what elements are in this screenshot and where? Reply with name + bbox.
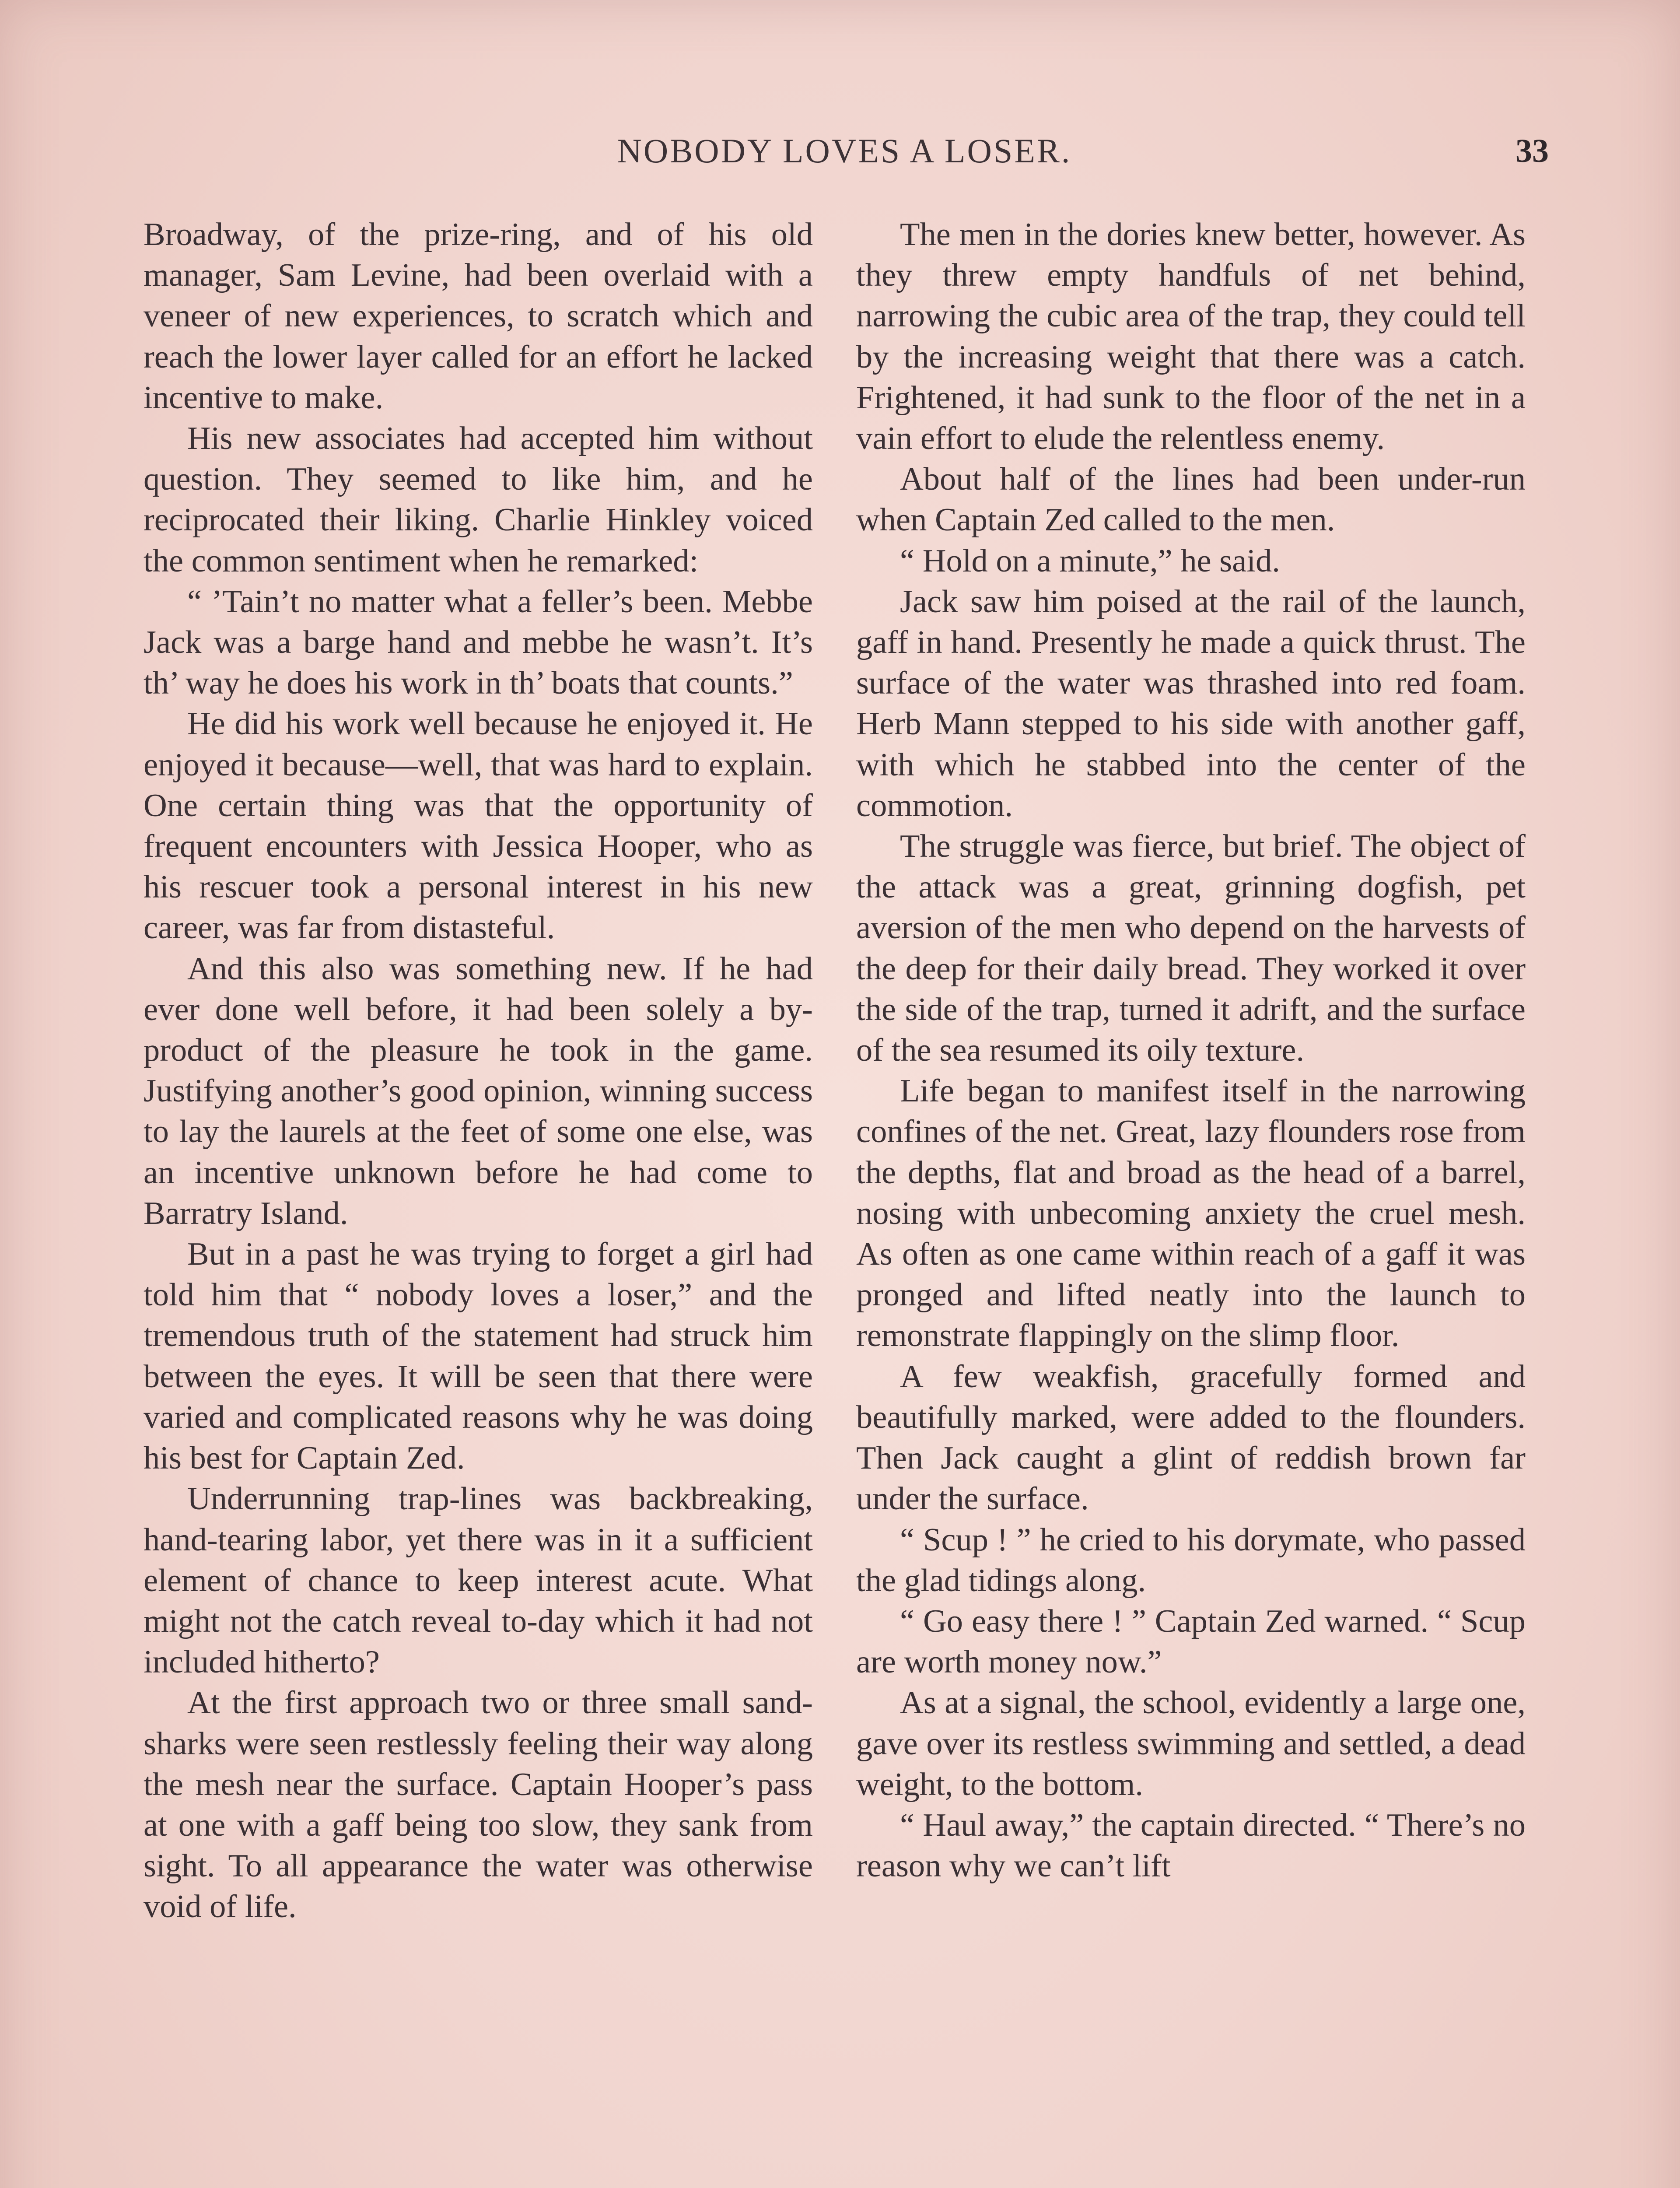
paragraph: The men in the dories knew better, however. As they threw empty handfuls of net behind, narrowing the cubic area of the trap, they could tell by the increasing weight that there was a catch. Frightened, it had sunk to the floor of the net in a vain effort to elude the relentless enemy. bbox=[856, 217, 1526, 457]
paragraph: “ Haul away,” the captain directed. “ There’s no reason why we can’t lift bbox=[856, 1807, 1526, 1884]
paragraph: His new associates had accepted him without question. They seemed to like him, and he reciprocated their liking. Charlie Hinkley voiced the common sentiment when he remarked: bbox=[144, 421, 813, 579]
page-title: NOBODY LOVES A LOSER. bbox=[617, 132, 1072, 170]
paragraph: “ Scup ! ” he cried to his dorymate, who passed the glad tidings along. bbox=[856, 1522, 1526, 1599]
left-column bbox=[144, 214, 813, 1928]
paragraph: “ Hold on a minute,” he said. bbox=[900, 543, 1280, 579]
paragraph: About half of the lines had been under-run when Captain Zed called to the men. bbox=[856, 461, 1526, 538]
right-column bbox=[856, 214, 1526, 1886]
running-head bbox=[140, 131, 1549, 179]
paragraph: Jack saw him poised at the rail of the launch, gaff in hand. Presently he made a quick thrust. The surface of the water was thrashed into red foam. Herb Mann stepped to his side with another gaff, with which he stabbed into the center of the commotion. bbox=[856, 583, 1526, 824]
paragraph: As at a signal, the school, evidently a large one, gave over its restless swimming and settled, a dead weight, to the bottom. bbox=[856, 1685, 1526, 1802]
paragraph: Life began to manifest itself in the narrowing confines of the net. Great, lazy flounders rose from the depths, flat and broad as the head of a barrel, nosing with unbecoming anxiety the cruel mesh. As often as one came within reach of a gaff it was pronged and lifted neatly into the launch to remonstrate flappingly on the slimp floor. bbox=[856, 1073, 1526, 1354]
paragraph: Underrunning trap-lines was backbreaking, hand-tearing labor, yet there was in it a sufficient element of chance to keep interest acute. What might not the catch reveal to-day which it had not included hitherto? bbox=[144, 1481, 813, 1680]
paragraph: Broadway, of the prize-ring, and of his old manager, Sam Levine, had been overlaid with a veneer of new experiences, to scratch which and reach the lower layer called for an effort he lacked incentive to make. bbox=[144, 217, 813, 416]
paragraph: The struggle was fierce, but brief. The object of the attack was a great, grinning dogfish, pet aversion of the men who depend on the harvests of the deep for their daily bread. They worked it over the side of the trap, turned it adrift, and the surface of the sea resumed its oily texture. bbox=[856, 828, 1526, 1069]
paragraph: “ ’Tain’t no matter what a feller’s been. Mebbe Jack was a barge hand and mebbe he wasn’t. It’s th’ way he does his work in th’ boats that counts.” bbox=[144, 583, 813, 701]
paragraph: He did his work well because he enjoyed it. He enjoyed it because—well, that was hard to explain. One certain thing was that the opportunity of frequent encounters with Jessica Hooper, who as his rescuer took a personal interest in his new career, was far from distasteful. bbox=[144, 706, 813, 946]
paragraph: “ Go easy there ! ” Captain Zed warned. “ Scup are worth money now.” bbox=[856, 1603, 1526, 1680]
page-number: 33 bbox=[1516, 133, 1549, 169]
paragraph: And this also was something new. If he had ever done well before, it had been solely a by-product of the pleasure he took in the game. Justifying another’s good opinion, winning success to lay the laurels at the feet of some one else, was an incentive unknown before he had come to Barratry Island. bbox=[144, 950, 813, 1231]
paragraph: A few weakfish, gracefully formed and beautifully marked, were added to the flounders. Then Jack caught a glint of reddish brown far under the surface. bbox=[856, 1358, 1526, 1517]
paragraph: But in a past he was trying to forget a girl had told him that “ nobody loves a loser,” and the tremendous truth of the statement had struck him between the eyes. It will be seen that there were varied and complicated reasons why he was doing his best for Captain Zed. bbox=[144, 1236, 813, 1476]
paragraph: At the first approach two or three small sand-sharks were seen restlessly feeling their way along the mesh near the surface. Captain Hooper’s pass at one with a gaff being too slow, they sank from sight. To all appearance the water was otherwise void of life. bbox=[144, 1685, 813, 1925]
